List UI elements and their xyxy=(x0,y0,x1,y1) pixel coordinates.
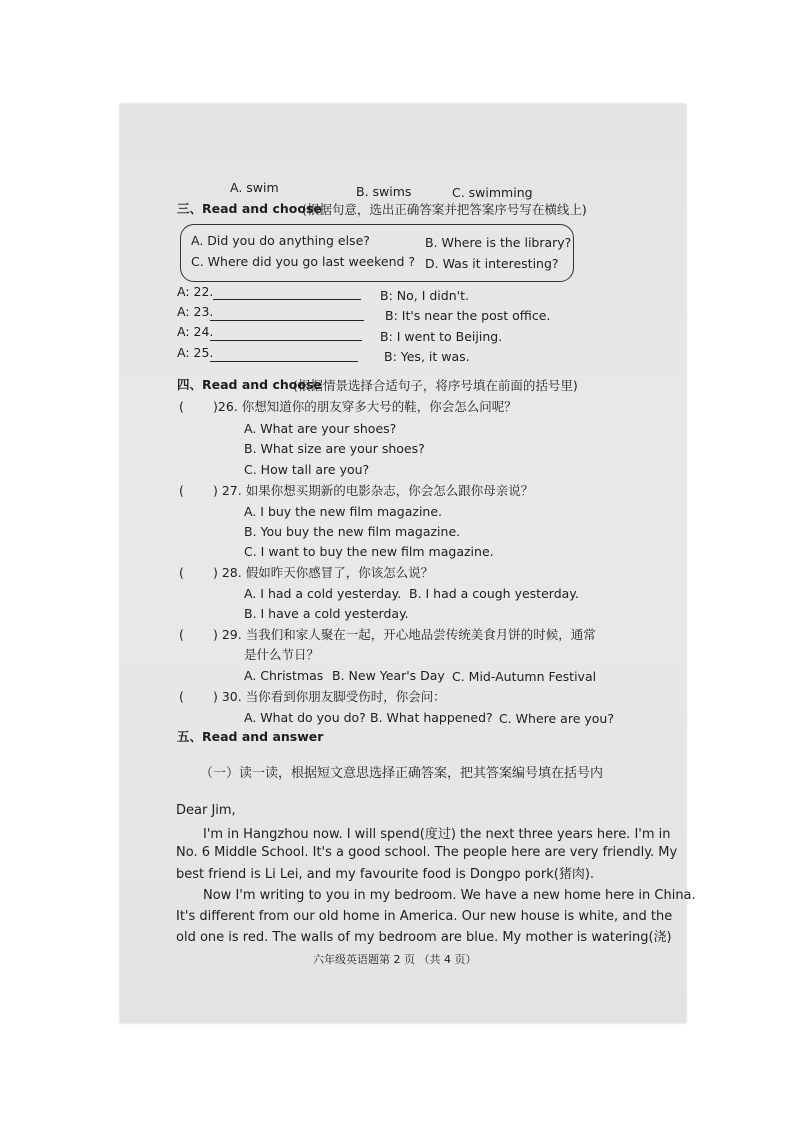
q29-option-b: B. New Year's Day xyxy=(332,668,445,683)
section-5-title: 五、Read and answer xyxy=(177,729,324,744)
page-footer: 六年级英语题第 2 页 （共 4 页） xyxy=(313,953,477,966)
section-3-title: 三、Read and choose xyxy=(177,201,322,216)
q27-option-a: A. I buy the new film magazine. xyxy=(244,504,443,519)
dialog-24-num: A: 24. xyxy=(177,324,214,339)
q28-option-a: A. I had a cold yesterday. xyxy=(244,586,402,601)
section-5-subtitle: （一）读一读，根据短文意思选择正确答案，把其答案编号填在括号内 xyxy=(200,766,604,781)
answer-blank-24[interactable] xyxy=(210,340,362,341)
q29-option-a: A. Christmas xyxy=(244,668,324,683)
choice-d: D. Was it interesting? xyxy=(425,256,559,271)
q28-option-c: B. I have a cold yesterday. xyxy=(244,606,409,621)
section-3-instruction: (根据句意，选出正确答案并把答案序号写在横线上) xyxy=(302,202,587,217)
choice-a: A. Did you do anything else? xyxy=(191,233,370,248)
q28-paren[interactable]: ( xyxy=(179,565,184,580)
q26-stem: )26. 你想知道你的朋友穿多大号的鞋，你会怎么问呢？ xyxy=(213,399,517,414)
q29-stem-cont: 是什么节日？ xyxy=(244,647,320,662)
answer-blank-25[interactable] xyxy=(210,361,358,362)
answer-blank-22[interactable] xyxy=(213,299,361,300)
q26-option-b: B. What size are your shoes? xyxy=(244,441,425,456)
option-c: C. swimming xyxy=(452,185,533,200)
dialog-22-reply: B: No, I didn't. xyxy=(380,288,469,303)
q26-option-c: C. How tall are you? xyxy=(244,462,370,477)
q30-paren[interactable]: ( xyxy=(179,689,184,704)
dialog-23-reply: B: It's near the post office. xyxy=(385,308,551,323)
section-4-instruction: (根据情景选择合适句子，将序号填在前面的括号里) xyxy=(293,378,578,393)
q27-option-b: B. You buy the new film magazine. xyxy=(244,524,461,539)
q30-option-b: B. What happened? xyxy=(370,710,493,725)
choice-c: C. Where did you go last weekend ? xyxy=(191,254,416,269)
dialog-24-reply: B: I went to Beijing. xyxy=(380,329,503,344)
option-a: A. swim xyxy=(230,180,279,195)
dialog-23-num: A: 23. xyxy=(177,304,214,319)
section-4-title: 四、Read and choose xyxy=(177,377,322,392)
letter-greeting: Dear Jim, xyxy=(176,803,236,818)
choice-b: B. Where is the library? xyxy=(425,235,572,250)
q26-paren[interactable]: ( xyxy=(179,399,184,414)
q30-stem: ) 30. 当你看到你朋友脚受伤时，你会问： xyxy=(213,689,446,704)
dialog-22-num: A: 22. xyxy=(177,284,214,299)
letter-line-1: I'm in Hangzhou now. I will spend(度过) the next three years here. I'm in xyxy=(203,827,671,842)
option-b: B. swims xyxy=(356,184,412,199)
dialog-25-reply: B: Yes, it was. xyxy=(384,349,470,364)
letter-line-5: It's different from our old home in America. Our new house is white, and the xyxy=(176,909,673,924)
q30-option-a: A. What do you do? xyxy=(244,710,366,725)
q29-stem: ) 29. 当我们和家人聚在一起，开心地品尝传统美食月饼的时候，通常 xyxy=(213,627,596,642)
q28-stem: ) 28. 假如昨天你感冒了，你该怎么说？ xyxy=(213,565,434,580)
letter-line-6: old one is red. The walls of my bedroom are blue. My mother is watering(浇) xyxy=(176,930,672,945)
q30-option-c: C. Where are you? xyxy=(499,711,614,726)
q27-stem: ) 27. 如果你想买期新的电影杂志，你会怎么跟你母亲说？ xyxy=(213,483,534,498)
q28-option-b: B. I had a cough yesterday. xyxy=(409,586,579,601)
letter-line-2: No. 6 Middle School. It's a good school. The people here are very friendly. My xyxy=(176,845,678,860)
dialog-25-num: A: 25. xyxy=(177,345,214,360)
q26-option-a: A. What are your shoes? xyxy=(244,421,397,436)
q27-paren[interactable]: ( xyxy=(179,483,184,498)
answer-blank-23[interactable] xyxy=(210,320,364,321)
q29-option-c: C. Mid-Autumn Festival xyxy=(452,669,597,684)
letter-line-4: Now I'm writing to you in my bedroom. We have a new home here in China. xyxy=(203,888,696,903)
q27-option-c: C. I want to buy the new film magazine. xyxy=(244,544,494,559)
letter-line-3: best friend is Li Lei, and my favourite food is Dongpo pork(猪肉). xyxy=(176,867,595,882)
q29-paren[interactable]: ( xyxy=(179,627,184,642)
